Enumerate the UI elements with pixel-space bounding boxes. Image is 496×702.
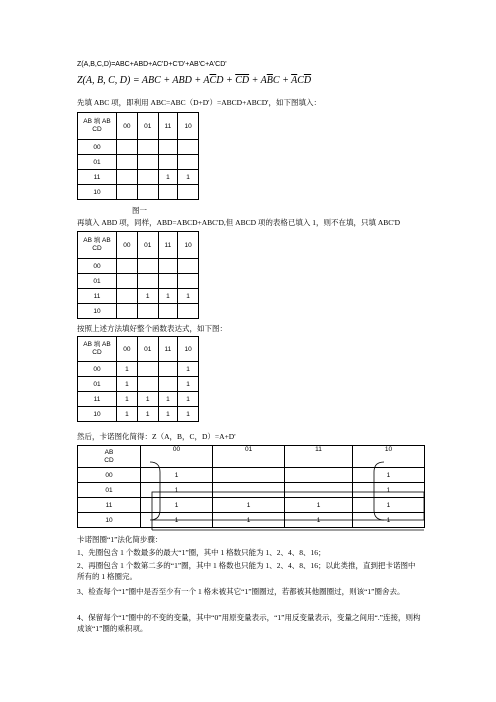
step-4: 4、保留每个“1”圈中的不变的变量，其中“0”用原变量表示，“1”用反变量表示，变量之间用“.”连接，则构成该“1”圈的乘积项。 xyxy=(77,613,421,633)
row-header: 00 xyxy=(78,362,117,377)
map-cell: 1 xyxy=(117,392,138,407)
col-header: 10 xyxy=(178,232,199,259)
col-header: 00 xyxy=(117,337,138,362)
map-cell: 1 xyxy=(178,362,199,377)
map-cell: 1 xyxy=(137,289,158,304)
steps-title: 卡诺图圈“1”法化简步骤： xyxy=(77,535,163,544)
col-header: 11 xyxy=(158,232,178,259)
term-4: $\overline{CD}$ xyxy=(235,75,250,86)
loop-d-right-bracket xyxy=(374,462,384,520)
corner-row-label: AB 填 AB xyxy=(83,237,111,244)
map-cell: 1 xyxy=(178,377,199,392)
row-header: 00 xyxy=(78,140,117,155)
row-header: 01 xyxy=(78,483,141,498)
map-cell: 1 xyxy=(178,392,199,407)
loop-a-group xyxy=(152,492,424,520)
equation-lhs: Z(A, B, C, D) xyxy=(77,75,131,86)
corner-row-label: AB 填 AB xyxy=(83,341,111,348)
map-cell: 1 xyxy=(178,170,199,185)
col-header: 00 xyxy=(141,446,213,468)
map-cell: 1 xyxy=(141,498,213,513)
map-cell: 1 xyxy=(158,289,178,304)
row-header: 11 xyxy=(78,498,141,513)
corner-col-label: CD xyxy=(92,126,102,133)
map-cell: 1 xyxy=(213,498,285,513)
row-header: 11 xyxy=(78,289,117,304)
term-2: ABD xyxy=(172,75,192,86)
figure-caption: 图一 xyxy=(132,206,147,215)
map-cell: 1 xyxy=(117,362,138,377)
row-header: 00 xyxy=(78,259,117,274)
paragraph-3: 按照上述方法填好整个函数表达式，如下图： xyxy=(77,324,227,333)
equation-plain: Z(A,B,C,D)=ABC+ABD+AC'D+C'D'+AB'C+A'CD' xyxy=(77,61,227,68)
col-header: 01 xyxy=(137,337,158,362)
term-1: ABC xyxy=(141,75,161,86)
row-header: 10 xyxy=(78,185,117,200)
step-1: 1、先圈包含 1 个数最多的最大“1”圈，其中 1 格数只能为 1、2、4、8、16； xyxy=(77,548,326,557)
equation-math: Z(A, B, C, D) = ABC + ABD + $A\overline{C}D + \overline{CD} + A\overline{B}C + \overline{A}C\overline{D}$ xyxy=(77,75,312,86)
col-header: 00 xyxy=(117,113,138,140)
corner-col-label: CD xyxy=(92,245,102,252)
col-header: 00 xyxy=(117,232,138,259)
map-cell: 1 xyxy=(117,407,138,422)
map-cell: 1 xyxy=(213,513,285,528)
paragraph-4: 然后，卡诺图化简得：Z（A，B，C，D）=A+D' xyxy=(77,432,236,441)
map-cell: 1 xyxy=(352,468,424,483)
col-header: 11 xyxy=(158,113,178,140)
row-header: 10 xyxy=(78,304,117,319)
map-cell: 1 xyxy=(137,407,158,422)
row-header: 11 xyxy=(78,170,117,185)
col-header: 01 xyxy=(137,113,158,140)
corner-col-label: CD xyxy=(104,456,114,464)
term-5: $A\overline{B}C$ xyxy=(260,75,280,86)
map-cell: 1 xyxy=(141,483,213,498)
map-cell: 1 xyxy=(285,513,353,528)
map-cell: 1 xyxy=(137,392,158,407)
row-header: 11 xyxy=(78,392,117,407)
map-cell: 1 xyxy=(285,498,353,513)
map-cell: 1 xyxy=(352,513,424,528)
map-cell: 1 xyxy=(352,498,424,513)
col-header: 10 xyxy=(178,113,199,140)
row-header: 01 xyxy=(78,155,117,170)
row-header: 10 xyxy=(78,513,141,528)
map-cell: 1 xyxy=(158,392,178,407)
map-cell: 1 xyxy=(178,289,199,304)
step-2: 2、再圈包含 1 个数第二多的“1”圈，其中 1 格数也只能为 1、2、4、8、16；以此类推，直到把卡诺图中所有的 1 格圈完。 xyxy=(77,561,416,581)
term-3: $A\overline{C}D$ xyxy=(203,75,224,86)
corner-row-label: AB 填 AB xyxy=(83,118,111,125)
step-3: 3、检查每个“1”圈中是否至少有一个 1 格未被其它“1”圈圈过，若都被其他圈圈过，则该“1”圈舍去。 xyxy=(77,587,405,596)
col-header: 01 xyxy=(137,232,158,259)
map-cell: 1 xyxy=(352,483,424,498)
paragraph-1: 先填 ABC 项，即利用 ABC=ABC（D+D'）=ABCD+ABCD'，如下图填入： xyxy=(77,98,322,107)
map-cell: 1 xyxy=(178,407,199,422)
map-cell: 1 xyxy=(158,407,178,422)
corner-row-label: AB xyxy=(104,448,114,456)
map-cell: 1 xyxy=(158,170,178,185)
col-header: 11 xyxy=(158,337,178,362)
loop-d-left-bracket xyxy=(150,462,160,520)
col-header: 11 xyxy=(285,446,353,468)
col-header: 10 xyxy=(352,446,424,468)
map-cell: 1 xyxy=(141,468,213,483)
equation-eq: = xyxy=(132,75,140,86)
term-6: $\overline{A}C\overline{D}$ xyxy=(291,75,312,86)
col-header: 01 xyxy=(213,446,285,468)
row-header: 10 xyxy=(78,407,117,422)
row-header: 00 xyxy=(78,468,141,483)
corner-col-label: CD xyxy=(92,349,102,356)
map-cell: 1 xyxy=(117,377,138,392)
map-cell: 1 xyxy=(141,513,213,528)
col-header: 10 xyxy=(178,337,199,362)
row-header: 01 xyxy=(78,377,117,392)
row-header: 01 xyxy=(78,274,117,289)
paragraph-2: 再填入 ABD 项，同样，ABD=ABCD+ABC'D,但 ABCD 项的表格已填入 1，则不在填，只填 ABC'D xyxy=(77,218,401,227)
